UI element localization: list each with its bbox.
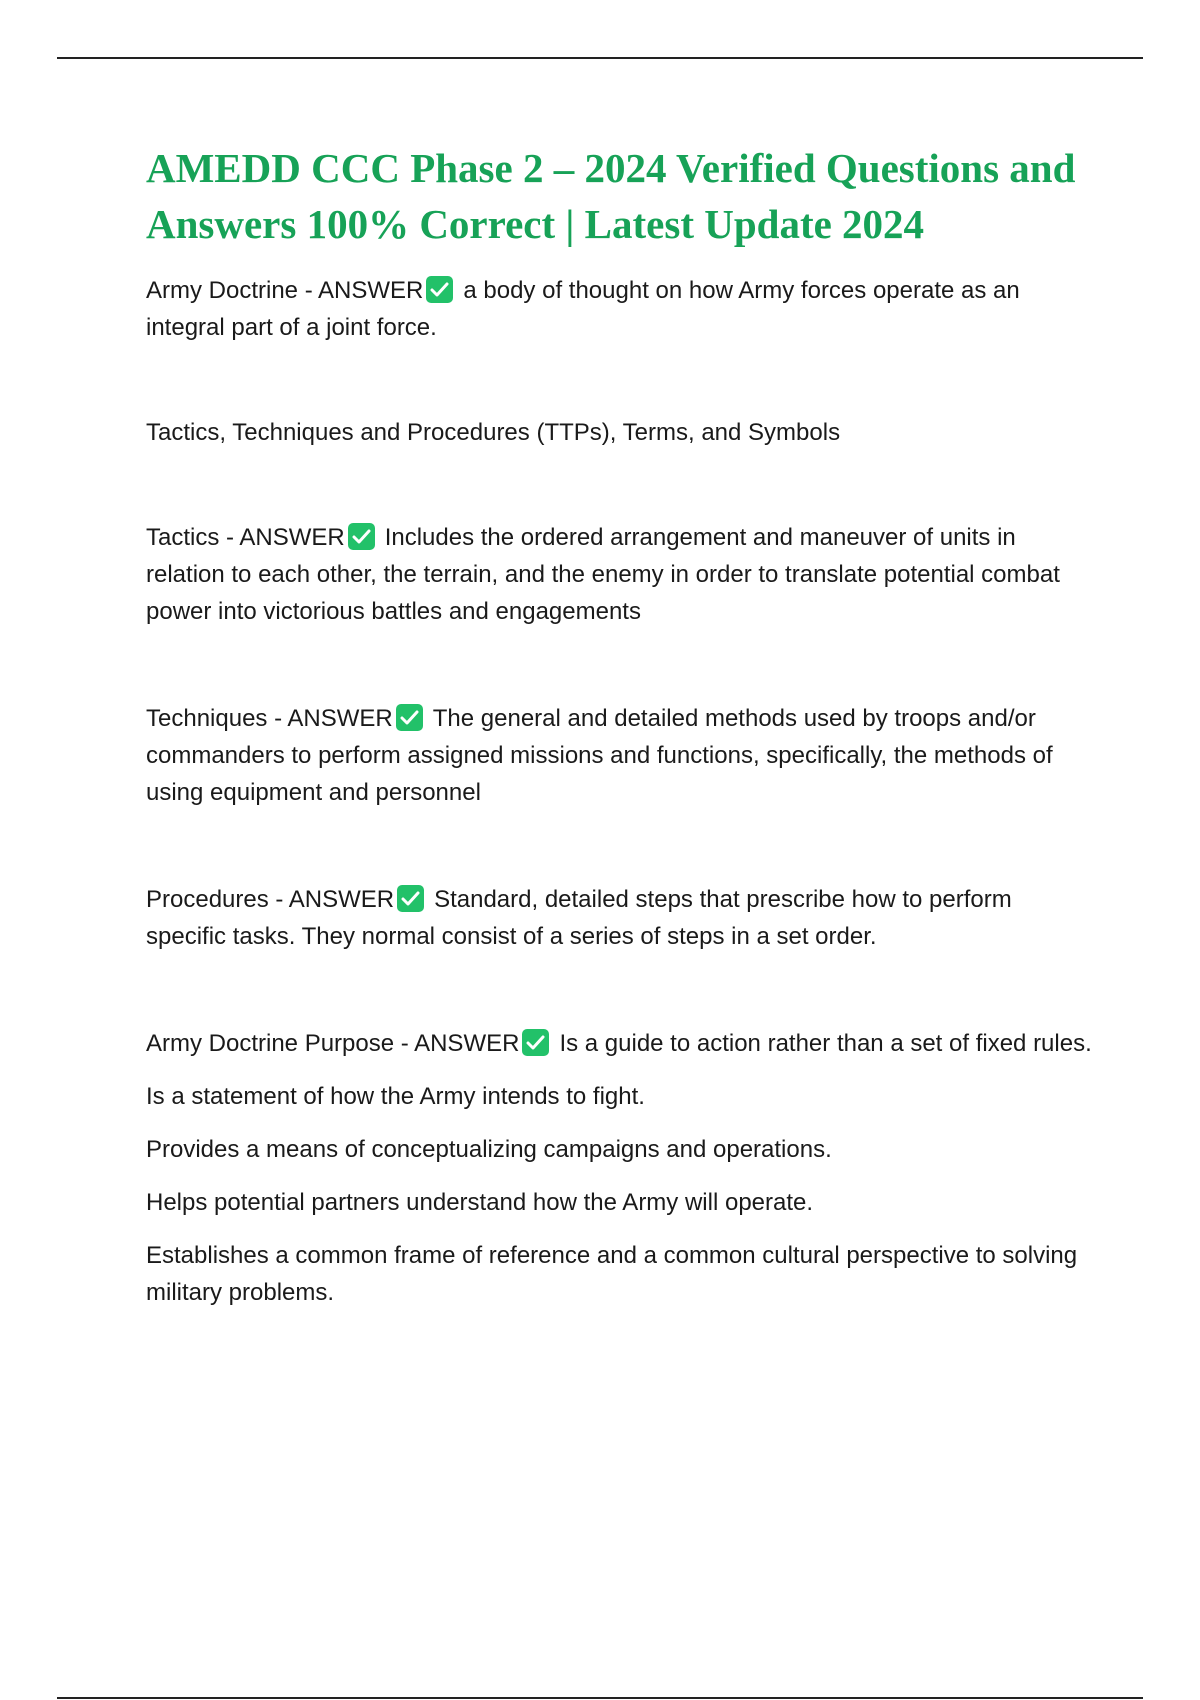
answer-text: Standard, detailed steps that prescribe how to perform specific tasks. They normal consist of a series of steps in a set order. — [146, 886, 1012, 950]
answer-text: a body of thought on how Army forces operate as an integral part of a joint force. — [146, 277, 1020, 341]
qa-entry — [146, 272, 1096, 346]
answer-line: Provides a means of conceptualizing campaigns and operations. — [146, 1136, 832, 1163]
qa-entry — [146, 700, 1096, 811]
check-box-icon — [522, 1029, 549, 1056]
term-label: Techniques - ANSWER — [146, 705, 393, 732]
term-label: Army Doctrine - ANSWER — [146, 277, 424, 304]
check-box-icon — [397, 885, 424, 912]
term-label: Tactics - ANSWER — [146, 524, 345, 551]
answer-line: Helps potential partners understand how the Army will operate. — [146, 1189, 814, 1216]
qa-entry — [146, 881, 1096, 955]
qa-entry — [146, 1025, 1096, 1062]
answer-text: Includes the ordered arrangement and maneuver of units in relation to each other, the terrain, and the enemy in order to translate potential combat power into victorious battles and engagements — [146, 524, 1060, 625]
document-body — [146, 140, 1096, 1311]
term-label: Procedures - ANSWER — [146, 886, 395, 913]
check-box-icon — [348, 523, 375, 550]
top-rule — [57, 57, 1143, 59]
check-box-icon — [396, 704, 423, 731]
answer-text: Is a guide to action rather than a set of fixed rules. — [559, 1030, 1092, 1057]
answer-line: Establishes a common frame of reference and a common cultural perspective to solving military problems. — [146, 1242, 1078, 1306]
qa-entry — [146, 519, 1096, 630]
check-box-icon — [426, 276, 453, 303]
term-label: Army Doctrine Purpose - ANSWER — [146, 1030, 520, 1057]
answer-text: The general and detailed methods used by troops and/or commanders to perform assigned missions and functions, specifically, the methods of using equipment and personnel — [146, 705, 1053, 806]
answer-line: Is a statement of how the Army intends to fight. — [146, 1083, 645, 1110]
section-heading: Tactics, Techniques and Procedures (TTPs), Terms, and Symbols — [146, 419, 841, 446]
page-title: AMEDD CCC Phase 2 – 2024 Verified Questions and Answers 100% Correct | Latest Update 2024 — [146, 145, 1076, 247]
bottom-rule — [57, 1697, 1143, 1699]
